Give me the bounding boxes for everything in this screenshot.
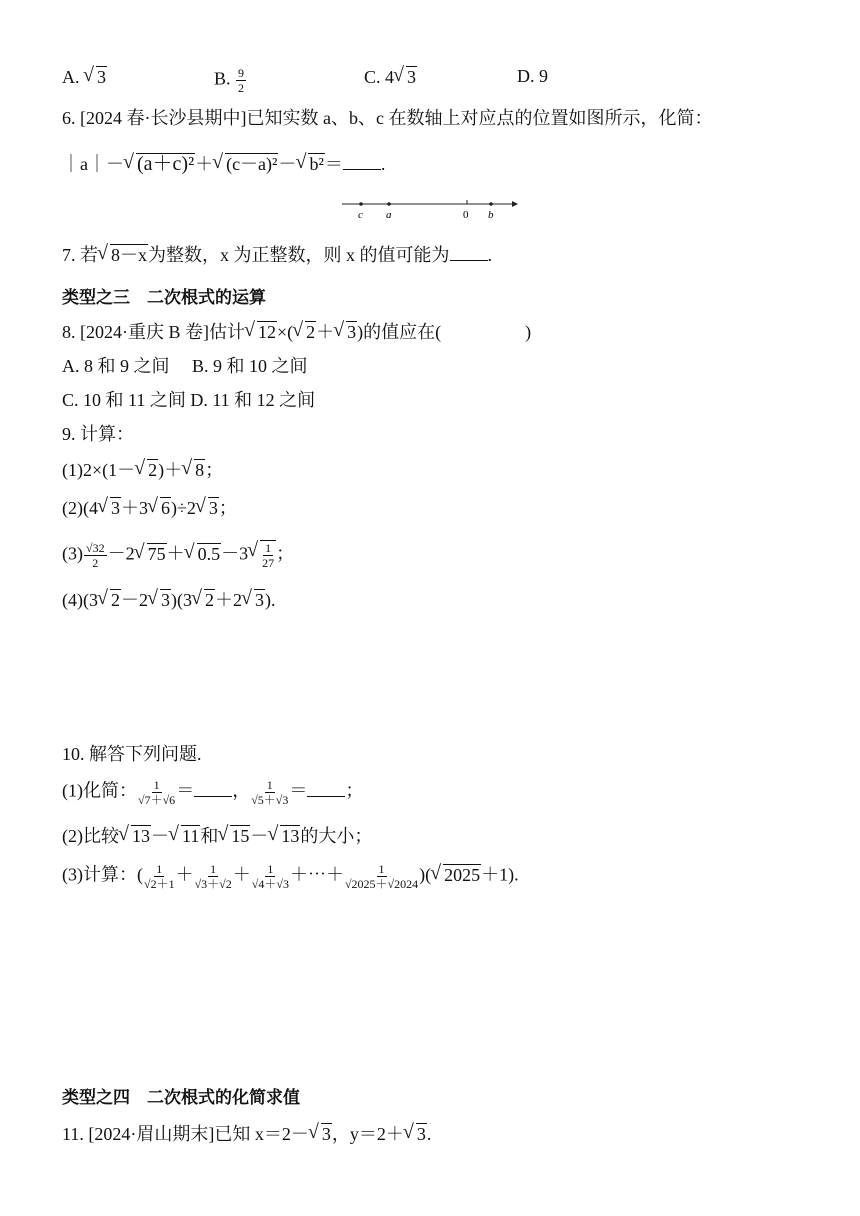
question-9-part-4: (4)(3√ 2－2√ 3)(3√ 2＋2√ 3).: [62, 588, 275, 612]
section-3-heading: 类型之三 二次根式的运算: [62, 288, 266, 308]
option-c: C. 4√ 3: [364, 66, 417, 88]
answer-blank: [194, 780, 232, 797]
q5-options: [62, 66, 762, 95]
number-line-figure: [340, 196, 520, 222]
question-10-part-3: (3)计算：( $\frac{1}{√2+1}$ ＋ $\frac{1}{√3+√2}$ ＋ $\frac{1}{√4+√3}$ ＋⋯＋ $\frac{1}{√2025+√2024}$ )(√ 2025＋1).: [62, 862, 519, 891]
label-c: c: [358, 209, 363, 221]
point-b: [489, 202, 493, 206]
question-6-text: 6. [2024 春·长沙县期中]已知实数 a、b、c 在数轴上对应点的位置如图所示，化简：: [62, 108, 713, 128]
question-6-expression: ｜a｜－√ (a＋c)²＋√ (c－a)²－√ b²＝ .: [62, 152, 385, 176]
option-a: A. √ 3: [62, 66, 107, 88]
point-a: [387, 202, 391, 206]
label-a: a: [386, 209, 392, 221]
answer-blank: [343, 153, 381, 170]
question-10-title: 10. 解答下列问题.: [62, 744, 202, 764]
label-b: b: [488, 209, 494, 221]
option-d: D. 9: [517, 66, 548, 86]
question-7: 7. 若√ 8－x为整数，x 为正整数，则 x 的值可能为 .: [62, 243, 492, 267]
question-8: 8. [2024·重庆 B 卷]估计√ 12×(√ 2＋√ 3)的值应在( ): [62, 320, 531, 344]
section-4-heading: 类型之四 二次根式的化简求值: [62, 1088, 300, 1108]
question-11: 11. [2024·眉山期末]已知 x＝2－√ 3，y＝2＋√ 3.: [62, 1122, 431, 1146]
answer-blank: [307, 780, 345, 797]
label-0: 0: [463, 209, 469, 221]
question-9-part-1: (1)2×(1－√ 2)＋√ 8；: [62, 458, 223, 482]
arrow-head-icon: [512, 201, 518, 207]
question-10-part-2: (2)比较√ 13－√ 11和√ 15－√ 13的大小；: [62, 824, 372, 848]
question-8-options-ab: A. 8 和 9 之间 B. 9 和 10 之间: [62, 356, 308, 376]
question-10-part-1: (1)化简： $\frac{1}{√7+√6}$ ＝ ， $\frac{1}{√5+√3}$ ＝ ；: [62, 778, 364, 807]
answer-blank: [450, 244, 488, 261]
question-9-part-2: (2)(4√ 3＋3√ 6)÷2√ 3；: [62, 496, 237, 520]
option-b: B. $\frac{9}{2}$: [214, 66, 245, 95]
question-9-part-3: (3) $\frac{√32}{2}$ －2√ 75＋√ 0.5－3 √ $\frac{1}{27}$ ；: [62, 540, 294, 570]
question-9-title: 9. 计算：: [62, 424, 134, 444]
point-c: [359, 202, 363, 206]
question-8-options-cd: C. 10 和 11 之间 D. 11 和 12 之间: [62, 390, 316, 410]
